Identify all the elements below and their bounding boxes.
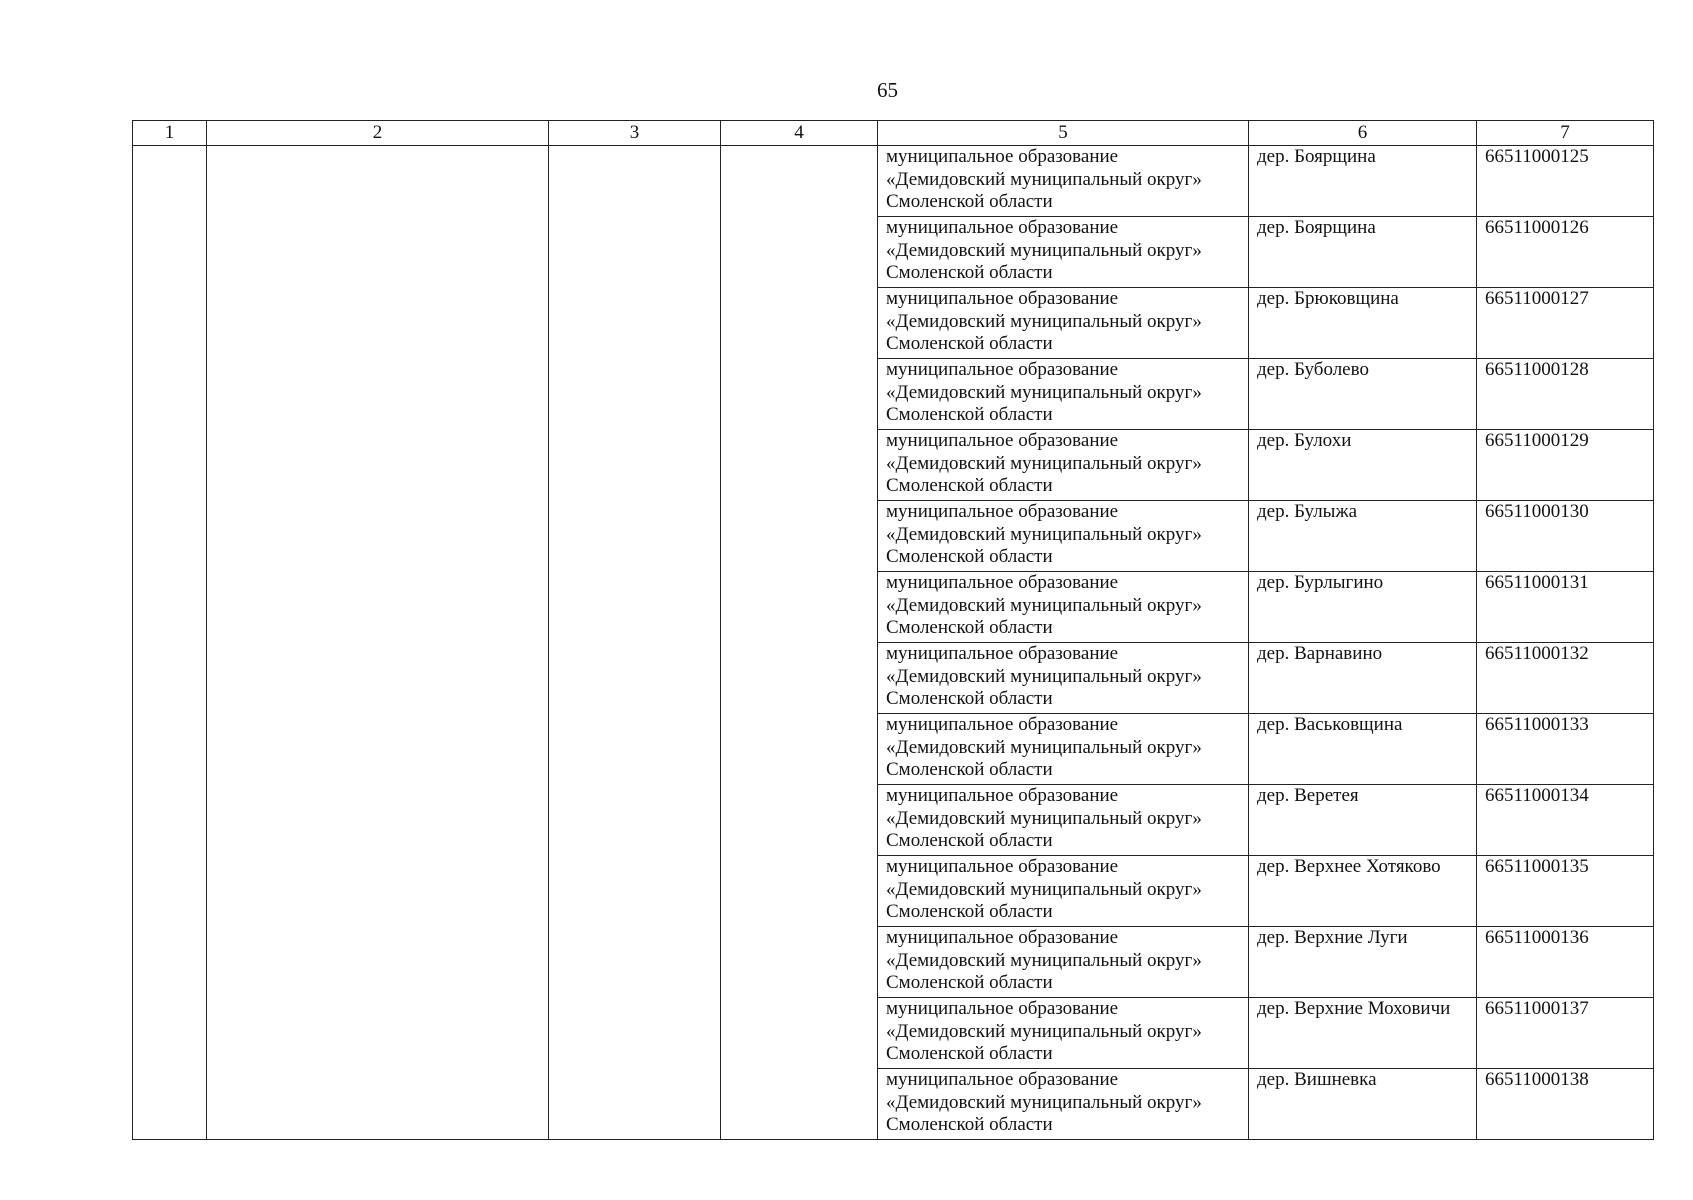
settlement-cell: дер. Васьковщина bbox=[1249, 714, 1477, 785]
municipality-text: муниципальное образование «Демидовский муниципальный округ» Смоленской области bbox=[886, 785, 1202, 851]
merged-cell-col-1 bbox=[133, 146, 207, 1140]
municipality-cell bbox=[878, 217, 1249, 288]
municipality-text: муниципальное образование «Демидовский муниципальный округ» Смоленской области bbox=[886, 359, 1202, 425]
municipality-text: муниципальное образование «Демидовский муниципальный округ» Смоленской области bbox=[886, 927, 1202, 993]
column-number-row bbox=[133, 121, 1654, 146]
oktmo-code-cell: 66511000129 bbox=[1477, 430, 1654, 501]
column-header-1: 1 bbox=[133, 121, 207, 146]
settlement-cell: дер. Брюковщина bbox=[1249, 288, 1477, 359]
municipality-text: муниципальное образование «Демидовский муниципальный округ» Смоленской области bbox=[886, 501, 1202, 567]
municipality-text: муниципальное образование «Демидовский муниципальный округ» Смоленской области bbox=[886, 430, 1202, 496]
settlement-cell: дер. Варнавино bbox=[1249, 643, 1477, 714]
municipality-cell bbox=[878, 998, 1249, 1069]
municipality-cell bbox=[878, 359, 1249, 430]
oktmo-code-cell: 66511000127 bbox=[1477, 288, 1654, 359]
settlement-cell: дер. Боярщина bbox=[1249, 146, 1477, 217]
municipality-text: муниципальное образование «Демидовский муниципальный округ» Смоленской области bbox=[886, 217, 1202, 283]
oktmo-code-cell: 66511000136 bbox=[1477, 927, 1654, 998]
settlement-cell: дер. Вишневка bbox=[1249, 1069, 1477, 1140]
oktmo-code-cell: 66511000125 bbox=[1477, 146, 1654, 217]
table-row bbox=[133, 146, 1654, 217]
merged-cell-col-4 bbox=[721, 146, 878, 1140]
settlement-cell: дер. Буболево bbox=[1249, 359, 1477, 430]
oktmo-code-cell: 66511000134 bbox=[1477, 785, 1654, 856]
municipality-text: муниципальное образование «Демидовский муниципальный округ» Смоленской области bbox=[886, 998, 1202, 1064]
settlement-cell: дер. Верхние Луги bbox=[1249, 927, 1477, 998]
oktmo-code-cell: 66511000137 bbox=[1477, 998, 1654, 1069]
municipality-cell bbox=[878, 430, 1249, 501]
settlement-cell: дер. Верхние Моховичи bbox=[1249, 998, 1477, 1069]
column-header-7: 7 bbox=[1477, 121, 1654, 146]
settlement-cell: дер. Булохи bbox=[1249, 430, 1477, 501]
oktmo-code-cell: 66511000138 bbox=[1477, 1069, 1654, 1140]
municipality-text: муниципальное образование «Демидовский муниципальный округ» Смоленской области bbox=[886, 572, 1202, 638]
column-header-5: 5 bbox=[878, 121, 1249, 146]
municipality-cell bbox=[878, 288, 1249, 359]
settlement-cell: дер. Верхнее Хотяково bbox=[1249, 856, 1477, 927]
page-number: 65 bbox=[877, 78, 898, 102]
municipality-cell bbox=[878, 714, 1249, 785]
municipality-text: муниципальное образование «Демидовский муниципальный округ» Смоленской области bbox=[886, 146, 1202, 212]
municipality-cell bbox=[878, 146, 1249, 217]
oktmo-code-cell: 66511000133 bbox=[1477, 714, 1654, 785]
municipality-cell bbox=[878, 572, 1249, 643]
municipality-text: муниципальное образование «Демидовский муниципальный округ» Смоленской области bbox=[886, 643, 1202, 709]
merged-cell-col-3 bbox=[549, 146, 721, 1140]
municipality-cell bbox=[878, 927, 1249, 998]
municipality-cell bbox=[878, 643, 1249, 714]
municipality-cell bbox=[878, 1069, 1249, 1140]
municipality-cell bbox=[878, 501, 1249, 572]
settlements-table bbox=[132, 120, 1654, 1140]
oktmo-code-cell: 66511000126 bbox=[1477, 217, 1654, 288]
column-header-2: 2 bbox=[207, 121, 549, 146]
settlement-cell: дер. Веретея bbox=[1249, 785, 1477, 856]
oktmo-code-cell: 66511000131 bbox=[1477, 572, 1654, 643]
oktmo-code-cell: 66511000128 bbox=[1477, 359, 1654, 430]
municipality-text: муниципальное образование «Демидовский муниципальный округ» Смоленской области bbox=[886, 1069, 1202, 1135]
column-header-4: 4 bbox=[721, 121, 878, 146]
municipality-cell bbox=[878, 856, 1249, 927]
merged-cell-col-2 bbox=[207, 146, 549, 1140]
settlement-cell: дер. Бурлыгино bbox=[1249, 572, 1477, 643]
municipality-text: муниципальное образование «Демидовский муниципальный округ» Смоленской области bbox=[886, 714, 1202, 780]
oktmo-code-cell: 66511000132 bbox=[1477, 643, 1654, 714]
settlement-cell: дер. Булыжа bbox=[1249, 501, 1477, 572]
column-header-3: 3 bbox=[549, 121, 721, 146]
municipality-text: муниципальное образование «Демидовский муниципальный округ» Смоленской области bbox=[886, 288, 1202, 354]
oktmo-code-cell: 66511000135 bbox=[1477, 856, 1654, 927]
settlement-cell: дер. Боярщина bbox=[1249, 217, 1477, 288]
municipality-cell bbox=[878, 785, 1249, 856]
municipality-text: муниципальное образование «Демидовский муниципальный округ» Смоленской области bbox=[886, 856, 1202, 922]
column-header-6: 6 bbox=[1249, 121, 1477, 146]
oktmo-code-cell: 66511000130 bbox=[1477, 501, 1654, 572]
